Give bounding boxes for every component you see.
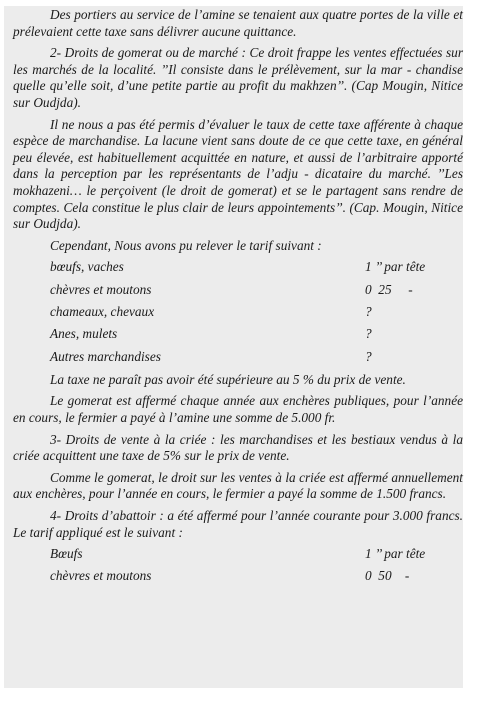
tariff-item: chameaux, chevaux bbox=[50, 303, 155, 319]
tariff-item: chèvres et moutons bbox=[50, 568, 152, 584]
paragraph-tax-rate: La taxe ne paraît pas avoir été supérieure au 5 % du prix de vente. bbox=[50, 371, 406, 387]
document-page bbox=[4, 6, 463, 688]
tariff-row bbox=[13, 259, 463, 281]
tariff-table-abattoir bbox=[13, 546, 463, 591]
tariff-value: 0 25 - bbox=[365, 281, 413, 297]
paragraph-criee-lease: Comme le gomerat, le droit sur les ventes à la criée est affermé annuellement aux enchères, pour l’année en cours, le fermier a payé la somme de 1.500 francs. bbox=[13, 469, 463, 502]
tariff-row bbox=[13, 349, 463, 371]
tariff-value: 1 ’’ par tête bbox=[365, 546, 426, 562]
paragraph-portiers: Des portiers au service de l’amine se tenaient aux quatre portes de la ville et prélevaient cette taxe sans délivrer aucune quittance. bbox=[13, 7, 463, 39]
tariff-item: Anes, mulets bbox=[50, 326, 118, 342]
tariff-row bbox=[13, 568, 463, 590]
tariff-table-gomerat bbox=[13, 259, 463, 370]
paragraph-gomerat-intro: 2- Droits de gomerat ou de marché : Ce droit frappe les ventes effectuées sur les marchés de la localité. ’’Il consiste dans le prélèvement, sur la mar - chandise quelle qu’elle soit, d’une petite partie au profit du makhzen’’. (Cap Mougin, Nitice sur Oudjda). bbox=[13, 45, 463, 110]
tariff-row bbox=[13, 304, 463, 326]
tariff-item: Bœufs bbox=[50, 546, 83, 562]
paragraph-gomerat-lease: Le gomerat est affermé chaque année aux enchères publiques, pour l’année en cours, le fermier a payé à l’amine une somme de 5.000 fr. bbox=[13, 393, 463, 425]
tariff-value: ? bbox=[365, 348, 372, 364]
tariff-item: chèvres et moutons bbox=[50, 281, 152, 297]
tariff-row bbox=[13, 282, 463, 304]
tariff-item: bœufs, vaches bbox=[50, 259, 124, 275]
tariff-row bbox=[13, 546, 463, 568]
paragraph-abattoir: 4- Droits d’abattoir : a été affermé pour l’année courante pour 3.000 francs. Le tarif appliqué est le suivant : bbox=[13, 507, 463, 540]
paragraph-tariff-intro: Cependant, Nous avons pu relever le tarif suivant : bbox=[50, 237, 322, 253]
document-text bbox=[13, 7, 463, 591]
tariff-row bbox=[13, 326, 463, 348]
tariff-value: 0 50 - bbox=[365, 568, 410, 584]
tariff-item: Autres marchandises bbox=[50, 348, 161, 364]
tariff-value: ? bbox=[365, 303, 372, 319]
tariff-value: ? bbox=[365, 326, 372, 342]
tariff-value: 1 ’’ par tête bbox=[365, 259, 426, 275]
paragraph-gomerat-rate: Il ne nous a pas été permis d’évaluer le taux de cette taxe afférente à chaque espèce de marchandise. La lacune vient sans doute de ce que cette taxe, en général peu élevée, est habituellement acquittée en nature, et aussi de l’arbitraire apporté dans la perception par les représentants de l’adju - dicataire du marché. ’’Les mokhazeni… le perçoivent (le droit de gomerat) et se le partagent sans rendre de comptes. Cela constitue le plus clair de leurs appointements’’. (Cap. Mougin, Nitice sur Oudjda). bbox=[13, 116, 463, 232]
paragraph-criee: 3- Droits de vente à la criée : les marchandises et les bestiaux vendus à la criée acquittent une taxe de 5% sur le prix de vente. bbox=[13, 431, 463, 464]
